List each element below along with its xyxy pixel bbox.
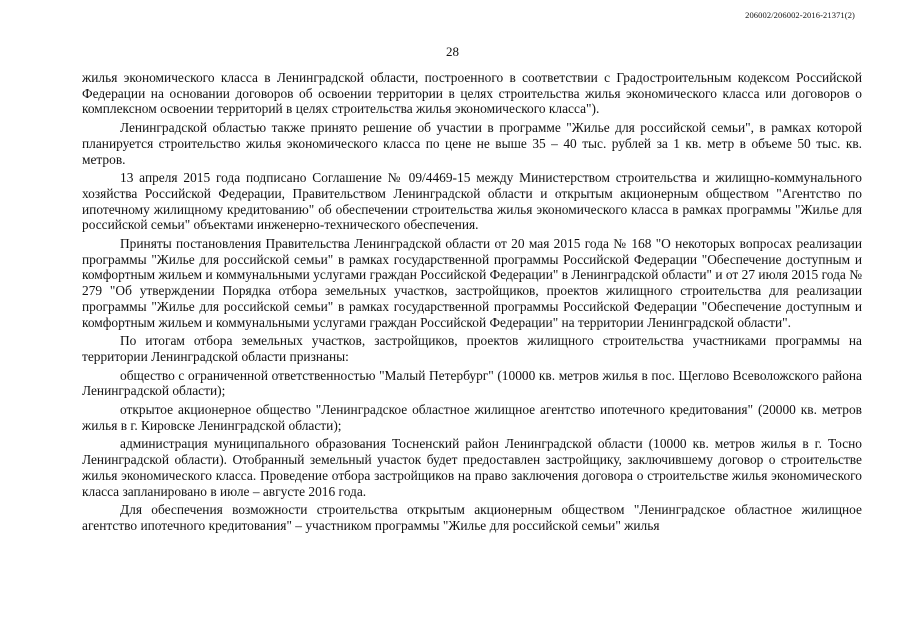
paragraph-resolutions: Приняты постановления Правительства Ленинградской области от 20 мая 2015 года № 168 "О некоторых вопросах реализации программы "Жилье для российской семьи" в рамках государственной программы Российской Федерации "Обеспечение доступным и комфортным жильем и коммунальными услугами граждан Российской Федерации" в Ленинградской области" и от 27 июля 2015 года № 279 "Об утверждении Порядка отбора земельных участков, застройщиков, проектов жилищного строительства для реализации программы "Жилье для российской семьи" в рамках государственной программы Российской Федерации "Обеспечение доступным и комфортным жильем и коммунальными услугами граждан Российской Федерации" на территории Ленинградской области". bbox=[82, 236, 862, 330]
document-body bbox=[82, 70, 862, 537]
page-number: 28 bbox=[446, 44, 459, 59]
paragraph-agreement: 13 апреля 2015 года подписано Соглашение № 09/4469-15 между Министерством строительства и жилищно-коммунального хозяйства Российской Федерации, Правительством Ленинградской области и открытым акционерным обществом "Агентство по ипотечному жилищному кредитованию" об обеспечении строительства жилья экономического класса в рамках программы "Жилье для российской семьи" объектами инженерно-технического обеспечения. bbox=[82, 170, 862, 233]
paragraph-continuation: жилья экономического класса в Ленинградской области, построенного в соответствии с Градостроительным кодексом Российской Федерации на основании договоров об освоении территории в целях строительства жилья экономического класса или договоров о комплексном освоении территорий в целях строительства жилья экономического класса"). bbox=[82, 70, 862, 117]
paragraph-selection-results: По итогам отбора земельных участков, застройщиков, проектов жилищного строительства участниками программы на территории Ленинградской области признаны: bbox=[82, 333, 862, 364]
list-item-lenoblzhilagentstvo: открытое акционерное общество "Ленинградское областное жилищное агентство ипотечного кредитования" (20000 кв. метров жилья в г. Кировске Ленинградской области); bbox=[82, 402, 862, 433]
list-item-maly-peterburg: общество с ограниченной ответственностью "Малый Петербург" (10000 кв. метров жилья в пос. Щеглово Всеволожского района Ленинградской области); bbox=[82, 367, 862, 399]
list-item-tosno-administration: администрация муниципального образования Тосненский район Ленинградской области (10000 кв. метров жилья в г. Тосно Ленинградской области). Отобранный земельный участок будет предоставлен застройщику, заключившему договор о строительстве жилья экономического класса. Проведение отбора застройщиков на право заключения договора о строительстве жилья экономического класса запланировано в июле – августе 2016 года. bbox=[82, 436, 862, 499]
document-id: 206002/206002-2016-21371(2) bbox=[745, 10, 855, 20]
paragraph-program-decision: Ленинградской областью также принято решение об участии в программе "Жилье для российской семьи", в рамках которой планируется строительство жилья экономического класса по цене не выше 35 – 40 тыс. рублей за 1 кв. метр в объеме 50 тыс. кв. метров. bbox=[82, 120, 862, 167]
paragraph-construction-support: Для обеспечения возможности строительства открытым акционерным обществом "Ленинградское областное жилищное агентство ипотечного кредитования" – участником программы "Жилье для российской семьи" жилья bbox=[82, 502, 862, 533]
